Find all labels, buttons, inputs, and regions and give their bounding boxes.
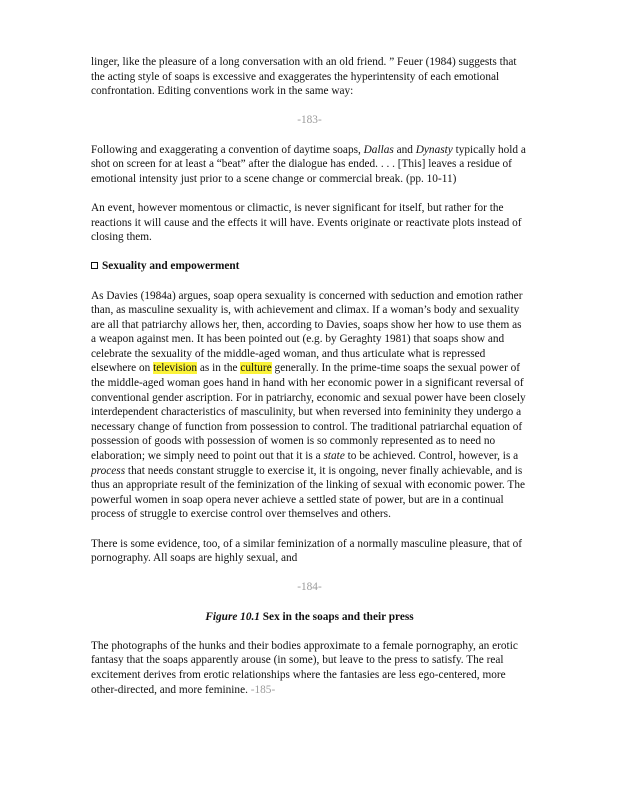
checkbox-square-icon xyxy=(91,262,98,269)
highlight-television: television xyxy=(153,362,198,375)
paragraph-pornography: There is some evidence, too, of a similar feminization of a normally masculine pleasure, that of pornography. All soaps are highly sexual, and xyxy=(91,537,523,565)
paragraph-hunks: The photographs of the hunks and their bodies approximate to a female pornography, an erotic fantasy that the soaps apparently arouse (in some), but leave to the press to satisfy. The real excitement derives from erotic relationships where the fantasies are less ego-centered, more other-directed, and more feminine. -185- xyxy=(91,639,518,696)
show-title-dynasty: Dynasty xyxy=(415,143,453,156)
block-quote-dallas-dynasty: Following and exaggerating a convention of daytime soaps, Dallas and Dynasty typically hold a shot on screen for at least a “beat” after the dialogue has ended. . . . [This] leaves a residue of emotional intensity just prior to a scene change or commercial break. (pp. 10-11) xyxy=(91,143,526,185)
page-marker-183: -183- xyxy=(297,114,322,127)
paragraph-feuer: linger, like the pleasure of a long conversation with an old friend. ” Feuer (1984) suggests that the acting style of soaps is excessive and exaggerates the hyperintensity of each emotional confrontation. Editing conventions work in the same way: xyxy=(91,56,517,98)
figure-label: Figure 10.1 xyxy=(205,610,260,623)
emphasis-process: process xyxy=(91,464,126,477)
page-marker-185: -185- xyxy=(250,683,276,696)
emphasis-state: state xyxy=(323,450,345,463)
paragraph-events: An event, however momentous or climactic, is never significant for itself, but rather for the reactions it will cause and the effects it will have. Events originate or reactivate plots instead of closing them. xyxy=(91,201,522,244)
highlight-culture: culture xyxy=(240,362,272,375)
paragraph-davies: As Davies (1984a) argues, soap opera sexuality is concerned with seduction and emotion rather than, as masculine sexuality is, with achievement and climax. If a woman’s body and sexuality are all that patriarchy allows her, then, according to Davies, soaps show her how to use them as a weapon against men. It has been pointed out (e.g. by Geraghty 1981) that soaps show and celebrate the sexuality of the middle-aged woman, and thus articulate what is repressed elsewhere on television as in the culture generally. In the prime-time soaps the sexual power of the middle-aged woman goes hand in hand with her economic power in a significant reversal of conventional gender ascription. For in patriarchy, economic and sexual power have been closely interdependent characteristics of masculinity, but when reversed into femininity they undergo a necessary change of function from possession to control. The traditional patriarchal equation of possession of goods with possession of women is so commonly represented as to need no elaboration; we simply need to point out that it is a state to be achieved. Control, however, is a process that needs constant struggle to exercise it, it is ongoing, never finally achievable, and is thus an appropriate result of the feminization of the linking of sexual with economic power. The powerful women in soap opera never achieve a settled state of power, but are in a continual process of struggle to exercise control over themselves and others. xyxy=(91,289,526,521)
figure-caption: Figure 10.1 Sex in the soaps and their press xyxy=(205,610,414,623)
section-heading: Sexuality and empowerment xyxy=(91,259,528,274)
page-marker-184: -184- xyxy=(297,581,322,594)
show-title-dallas: Dallas xyxy=(363,143,394,156)
